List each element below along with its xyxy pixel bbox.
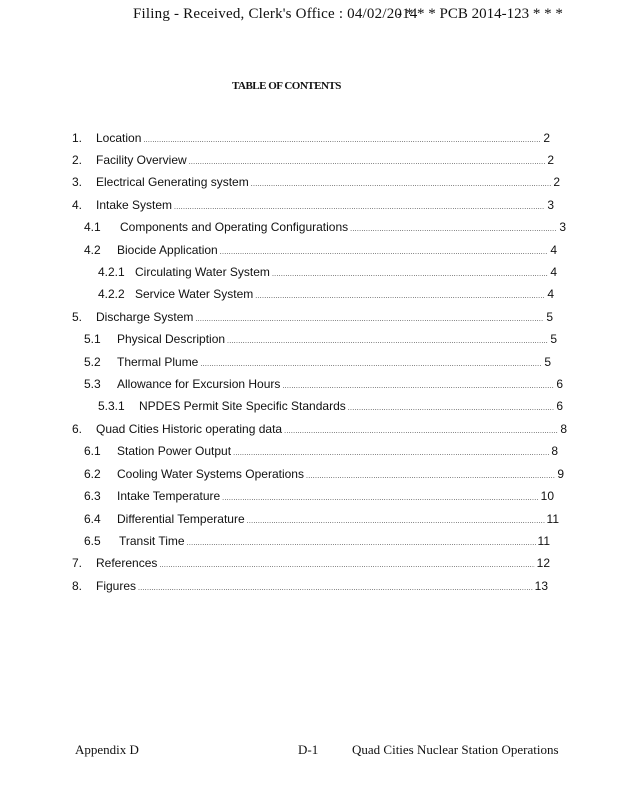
dot-leader xyxy=(350,220,557,240)
dot-leader xyxy=(200,355,542,375)
toc-entry-intake-temperature[interactable] xyxy=(84,486,554,506)
dot-leader xyxy=(143,131,541,151)
toc-entry-page: 6 xyxy=(556,399,563,413)
filing-stamp: Filing - Received, Clerk's Office : 04/02/2014 xyxy=(133,6,418,22)
toc-entry-number: 6.2 xyxy=(84,467,101,481)
toc-entry-intake-system[interactable] xyxy=(72,195,554,215)
toc-entry-label: Circulating Water System xyxy=(135,265,270,279)
toc-entry-page: 2 xyxy=(543,131,550,145)
dot-leader xyxy=(159,556,534,576)
toc-entry-number: 5.3 xyxy=(84,377,101,391)
toc-entry-label: Physical Description xyxy=(117,332,226,346)
toc-entry-label: Transit Time xyxy=(119,534,185,548)
dot-leader xyxy=(247,512,545,532)
toc-entry-page: 3 xyxy=(559,220,566,234)
dot-leader xyxy=(189,153,546,173)
dot-leader xyxy=(255,287,545,307)
toc-entry-page: 3 xyxy=(547,198,554,212)
toc-entry-circulating[interactable] xyxy=(98,262,557,282)
footer-appendix: Appendix D xyxy=(75,742,139,757)
toc-entry-label: Discharge System xyxy=(96,310,194,324)
toc-entry-page: 5 xyxy=(550,332,557,346)
toc-entry-thermal-plume[interactable] xyxy=(84,352,551,372)
toc-entry-page: 11 xyxy=(546,512,559,526)
toc-entry-number: 6. xyxy=(72,422,83,436)
toc-entry-facility-overview[interactable] xyxy=(72,150,554,170)
toc-entry-electrical[interactable] xyxy=(72,172,560,192)
toc-entry-number: 3. xyxy=(72,175,83,189)
toc-entry-number: 4. xyxy=(72,198,83,212)
toc-entry-page: 9 xyxy=(557,467,564,481)
dot-leader xyxy=(220,243,549,263)
toc-entry-label: Biocide Application xyxy=(117,243,218,257)
toc-entry-page: 2 xyxy=(547,153,554,167)
toc-entry-label: Facility Overview xyxy=(96,153,187,167)
toc-entry-number: 6.3 xyxy=(84,489,101,503)
toc-entry-page: 4 xyxy=(547,287,554,301)
toc-entry-number: 6.5 xyxy=(84,534,101,548)
dot-leader xyxy=(284,422,558,442)
toc-entry-station-power[interactable] xyxy=(84,441,558,461)
dot-leader xyxy=(227,332,548,352)
footer-page-number: D-1 xyxy=(298,742,319,757)
toc-entry-excursion-hours[interactable] xyxy=(84,374,563,394)
toc-entry-label: Components and Operating Configurations xyxy=(120,220,349,234)
toc-entry-page: 6 xyxy=(556,377,563,391)
dot-leader xyxy=(348,399,555,419)
toc-entry-label: Allowance for Excursion Hours xyxy=(117,377,281,391)
toc-entry-label: NPDES Permit Site Specific Standards xyxy=(139,399,346,413)
toc-entry-page: 5 xyxy=(544,355,551,369)
toc-entry-label: Intake System xyxy=(96,198,173,212)
toc-entry-number: 6.4 xyxy=(84,512,101,526)
toc-entry-page: 10 xyxy=(540,489,554,503)
toc-entry-number: 5.3.1 xyxy=(98,399,125,413)
toc-entry-label: Intake Temperature xyxy=(117,489,221,503)
toc-entry-page: 4 xyxy=(550,243,557,257)
toc-entry-label: Cooling Water Systems Operations xyxy=(117,467,304,481)
toc-entry-label: References xyxy=(96,556,158,570)
toc-entry-page: 5 xyxy=(546,310,553,324)
toc-entry-label: Service Water System xyxy=(135,287,254,301)
toc-entry-historic-data[interactable] xyxy=(72,419,567,439)
toc-entry-number: 4.2 xyxy=(84,243,101,257)
toc-entry-number: 5.1 xyxy=(84,332,101,346)
toc-entry-label: Thermal Plume xyxy=(117,355,199,369)
toc-entry-number: 4.2.1 xyxy=(98,265,125,279)
toc-entry-transit-time[interactable] xyxy=(84,531,550,551)
dot-leader xyxy=(187,534,536,554)
toc-entry-cooling-water[interactable] xyxy=(84,464,564,484)
filing-header xyxy=(0,6,618,28)
toc-entry-number: 2. xyxy=(72,153,83,167)
dot-leader xyxy=(272,265,548,285)
toc-entry-label: Location xyxy=(96,131,142,145)
toc-entry-page: 8 xyxy=(551,444,558,458)
toc-entry-components[interactable] xyxy=(84,217,566,237)
toc-entry-number: 5. xyxy=(72,310,83,324)
toc-entry-number: 7. xyxy=(72,556,83,570)
dot-leader xyxy=(306,467,555,487)
toc-entry-label: Quad Cities Historic operating data xyxy=(96,422,283,436)
toc-entry-page: 2 xyxy=(553,175,560,189)
toc-entry-discharge-system[interactable] xyxy=(72,307,553,327)
toc-entry-service-water[interactable] xyxy=(98,284,554,304)
toc-entry-differential-temperature[interactable] xyxy=(84,509,559,529)
toc-entry-number: 5.2 xyxy=(84,355,101,369)
footer-document-title: Quad Cities Nuclear Station Operations xyxy=(352,742,559,757)
toc-entry-number: 6.1 xyxy=(84,444,101,458)
toc-entry-label: Station Power Output xyxy=(117,444,232,458)
toc-entry-page: 13 xyxy=(534,579,548,593)
toc-entry-physical-description[interactable] xyxy=(84,329,557,349)
toc-entry-page: 4 xyxy=(550,265,557,279)
toc-entry-figures[interactable] xyxy=(72,576,548,596)
dot-leader xyxy=(251,175,552,195)
toc-entry-number: 4.1 xyxy=(84,220,101,234)
toc-entry-location[interactable] xyxy=(72,128,550,148)
dot-leader xyxy=(138,579,533,599)
toc-heading: TABLE OF CONTENTS xyxy=(232,80,341,92)
dot-leader xyxy=(222,489,538,509)
dot-leader xyxy=(282,377,554,397)
toc-entry-number: 1. xyxy=(72,131,83,145)
toc-entry-biocide[interactable] xyxy=(84,240,557,260)
toc-entry-page: 12 xyxy=(536,556,550,570)
toc-entry-npdes-standards[interactable] xyxy=(98,396,563,416)
dot-leader xyxy=(195,310,544,330)
toc-entry-references[interactable] xyxy=(72,553,550,573)
toc-entry-number: 4.2.2 xyxy=(98,287,125,301)
toc-entry-number: 8. xyxy=(72,579,83,593)
toc-entry-page: 8 xyxy=(560,422,567,436)
toc-entry-label: Differential Temperature xyxy=(117,512,245,526)
dot-leader xyxy=(233,444,549,464)
toc-entry-page: 11 xyxy=(537,534,550,548)
dot-leader xyxy=(174,198,545,218)
pcb-number: - * * * PCB 2014-123 * * * xyxy=(397,6,563,22)
toc-entry-label: Figures xyxy=(96,579,137,593)
toc-entry-label: Electrical Generating system xyxy=(96,175,249,189)
